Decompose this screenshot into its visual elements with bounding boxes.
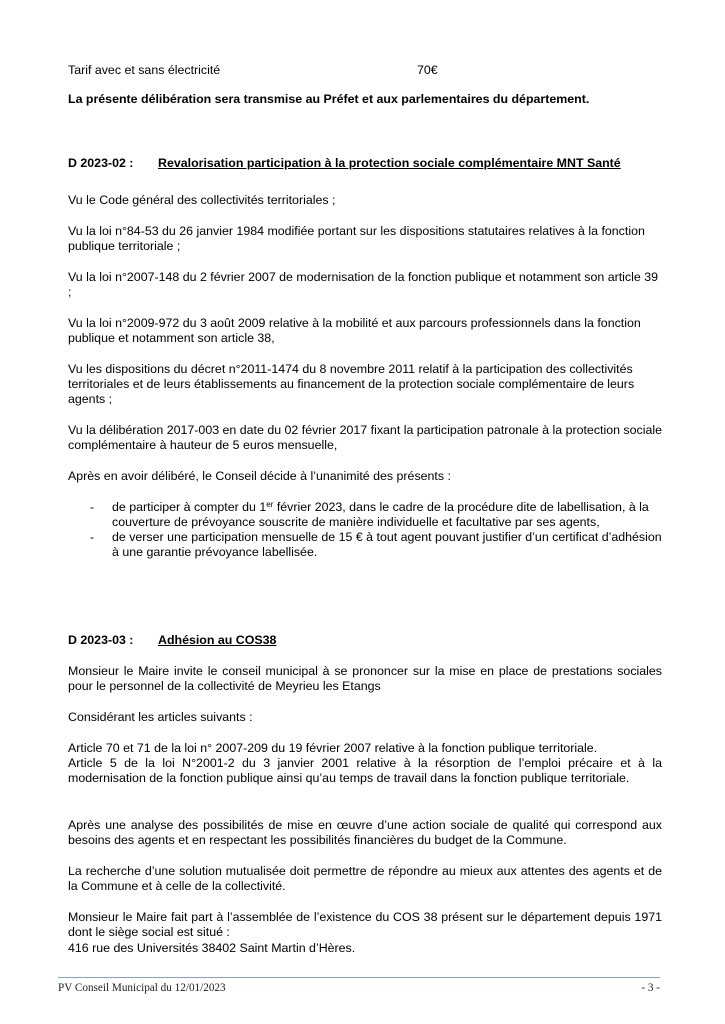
d02-vu-5: Vu les dispositions du décret n°2011-1474 du 8 novembre 2011 relatif à la participation des collectivités territoriales et de leurs établissements au financement de la protection sociale complémentaire de leurs agents ; <box>68 362 635 406</box>
d03-paragraph-3b: Article 5 de la loi N°2001-2 du 3 janvier 2001 relative à la résorption de l’emploi précaire et à la modernisation de la fonction publique ainsi qu’au temps de travail dans la fonction publique territoriale. <box>68 756 662 785</box>
d02-b1-sup: er <box>266 500 274 509</box>
tarif-label: Tarif avec et sans électricité <box>68 63 221 77</box>
d02-bullet-list <box>90 500 664 560</box>
d02-vu-4: Vu la loi n°2009-972 du 3 août 2009 relative à la mobilité et aux parcours professionnels dans la fonction publique et notamment son article 38, <box>68 316 641 345</box>
d03-paragraph-3a: Article 70 et 71 de la loi n° 2007-209 du 19 février 2007 relative à la fonction publique territoriale. <box>68 741 598 755</box>
d03-address: 416 rue des Universités 38402 Saint Martin d’Hères. <box>68 941 356 955</box>
d02-vu-3: Vu la loi n°2007-148 du 2 février 2007 de modernisation de la fonction publique et notamment son article 39 ; <box>68 270 658 299</box>
d03-code: D 2023-03 : <box>68 633 134 647</box>
d03-paragraph-4b: La recherche d’une solution mutualisée doit permettre de répondre au mieux aux attentes des agents et de la Commune et à celle de la collectivité. <box>68 864 662 893</box>
d02-b2: de verser une participation mensuelle de 15 € à tout agent pouvant justifier d’un certificat d’adhésion à une garantie prévoyance labellisée. <box>112 530 662 559</box>
transmission-note: La présente délibération sera transmise au Préfet et aux parlementaires du département. <box>68 92 590 106</box>
d02-code: D 2023-02 : <box>68 156 134 170</box>
list-item: - de verser une participation mensuelle de 15 € à tout agent pouvant justifier d’un certificat d’adhésion à une garantie prévoyance labellisée. <box>90 530 662 559</box>
d03-paragraph-2: Considérant les articles suivants : <box>68 710 253 724</box>
d03-paragraph-1: Monsieur le Maire invite le conseil municipal à se prononcer sur la mise en place de prestations sociales pour le personnel de la collectivité de Meyrieu les Etangs <box>68 664 662 693</box>
d02-b1-start: de participer à compter du 1 <box>112 500 267 514</box>
d03-title: Adhésion au COS38 <box>158 633 277 647</box>
d03-paragraph-4a: Après une analyse des possibilités de mise en œuvre d’une action sociale de qualité qui correspond aux besoins des agents et en respectant les possibilités financières du budget de la Commune. <box>68 818 662 847</box>
tarif-value: 70€ <box>417 63 438 77</box>
tarif-row <box>68 63 662 78</box>
list-item: - de participer à compter du 1er février 2023, dans le cadre de la procédure dite de labellisation, à la couverture de prévoyance souscrite de manière individuelle et facultative par ses agents, <box>90 500 649 529</box>
d03-heading <box>68 633 662 648</box>
d02-vu-1: Vu le Code général des collectivités territoriales ; <box>68 193 336 207</box>
page-number: - 3 - <box>641 982 660 994</box>
footer-divider <box>58 977 660 978</box>
footer-left: PV Conseil Municipal du 12/01/2023 <box>58 982 226 994</box>
d02-heading <box>68 156 662 171</box>
d02-vu-2: Vu la loi n°84-53 du 26 janvier 1984 modifiée portant sur les dispositions statutaires relatives à la fonction publique territoriale ; <box>68 224 645 253</box>
d03-paragraph-5: Monsieur le Maire fait part à l’assemblée de l’existence du COS 38 présent sur le département depuis 1971 dont le siège social est situé : <box>68 910 662 939</box>
d02-title: Revalorisation participation à la protection sociale complémentaire MNT Santé <box>158 156 621 170</box>
d02-decision: Après en avoir délibéré, le Conseil décide à l’unanimité des présents : <box>68 469 451 483</box>
d02-b1-end: février 2023, dans le cadre de la procédure dite de labellisation, à la couverture de prévoyance souscrite de manière individuelle et facultative par ses agents, <box>112 500 649 529</box>
d02-vu-6: Vu la délibération 2017-003 en date du 02 février 2017 fixant la participation patronale à la protection sociale complémentaire à hauteur de 5 euros mensuelle, <box>68 423 663 452</box>
